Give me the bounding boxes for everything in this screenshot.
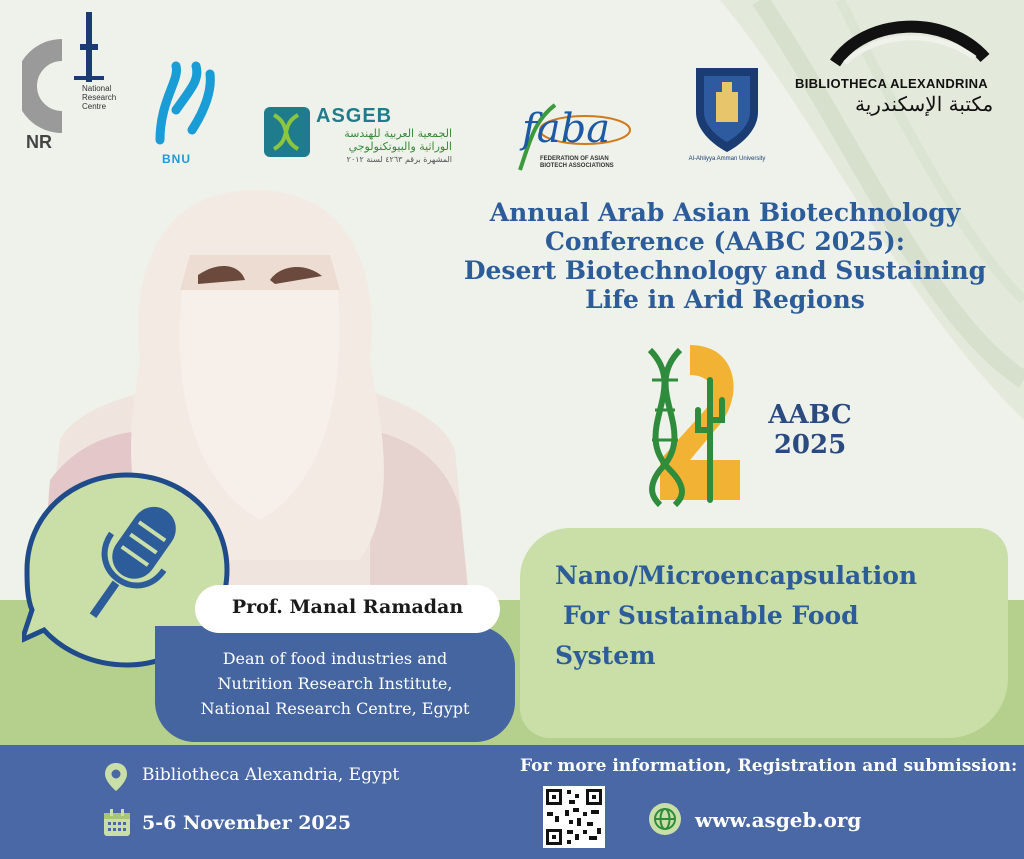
faba-sub-1: FEDERATION OF ASIAN xyxy=(540,156,609,162)
asgeb-logo xyxy=(262,103,452,173)
bibalex-logo xyxy=(795,18,1010,118)
website-link[interactable]: www.asgeb.org xyxy=(695,808,862,832)
aau-crest-icon xyxy=(688,62,766,154)
speaker-role xyxy=(160,646,510,721)
conference-title xyxy=(440,198,1010,314)
talk-topic-line-3: System xyxy=(555,641,656,670)
nrc-line-1: National xyxy=(82,84,112,93)
aabc-dna-logo-icon xyxy=(630,340,750,510)
speaker-name: Prof. Manal Ramadan xyxy=(231,596,464,618)
aabc-label-2: 2025 xyxy=(773,430,847,460)
asgeb-title: ASGEB xyxy=(316,105,393,127)
bibalex-english: BIBLIOTHECA ALEXANDRINA xyxy=(795,76,988,91)
bnu-logo xyxy=(150,60,220,175)
bnu-text: BNU xyxy=(162,152,191,166)
asgeb-arabic-3: المشهرة برقم ٤٢٦٣ لسنة ٢٠١٢ xyxy=(346,155,452,164)
conference-title-line-2: Conference (AABC 2025): xyxy=(545,227,905,256)
nrc-emblem-icon xyxy=(22,12,122,152)
asgeb-arabic-1: الجمعية العربية للهندسة xyxy=(344,127,452,140)
calendar-icon xyxy=(102,808,132,838)
nrc-logo xyxy=(22,12,122,152)
aabc-label-1: AABC xyxy=(768,400,852,430)
aau-logo xyxy=(688,62,766,177)
nrc-line-2: Research xyxy=(82,93,117,102)
faba-sub-2: BIOTECH ASSOCIATIONS xyxy=(540,163,614,169)
talk-topic-line-1: Nano/Microencapsulation xyxy=(555,561,918,590)
bibalex-arc-icon xyxy=(795,18,1010,78)
speaker-role-line-3: National Research Centre, Egypt xyxy=(200,699,470,718)
talk-topic xyxy=(555,556,995,676)
date-text: 5-6 November 2025 xyxy=(142,812,352,834)
conference-title-line-1: Annual Arab Asian Biotechnology xyxy=(489,198,961,227)
venue-text: Bibliotheca Alexandria, Egypt xyxy=(142,765,400,785)
asgeb-emblem-icon xyxy=(262,103,312,161)
bibalex-arabic: مكتبة الإسكندرية xyxy=(855,92,994,116)
faba-word: faba xyxy=(522,106,611,152)
aabc-label xyxy=(760,400,860,460)
speaker-role-line-2: Nutrition Research Institute, xyxy=(217,674,453,693)
faba-logo xyxy=(500,100,640,175)
conference-title-line-4: Life in Arid Regions xyxy=(585,285,865,314)
qr-code-icon[interactable] xyxy=(543,786,605,848)
asgeb-arabic-2: الوراثية والبيوتكنولوجي xyxy=(348,140,452,153)
bnu-emblem-icon xyxy=(150,60,220,155)
location-pin-icon xyxy=(104,762,128,792)
nrc-line-3: Centre xyxy=(82,102,107,111)
conference-title-line-3: Desert Biotechnology and Sustaining xyxy=(463,256,987,285)
speaker-role-line-1: Dean of food industries and xyxy=(222,649,448,668)
globe-icon xyxy=(648,802,682,836)
talk-topic-line-2: For Sustainable Food xyxy=(563,601,859,630)
info-text: For more information, Registration and submission: xyxy=(520,756,1018,776)
nrc-mark-text: NR xyxy=(26,132,52,152)
aau-subtitle: Al-Ahliyya Amman University xyxy=(688,156,766,162)
